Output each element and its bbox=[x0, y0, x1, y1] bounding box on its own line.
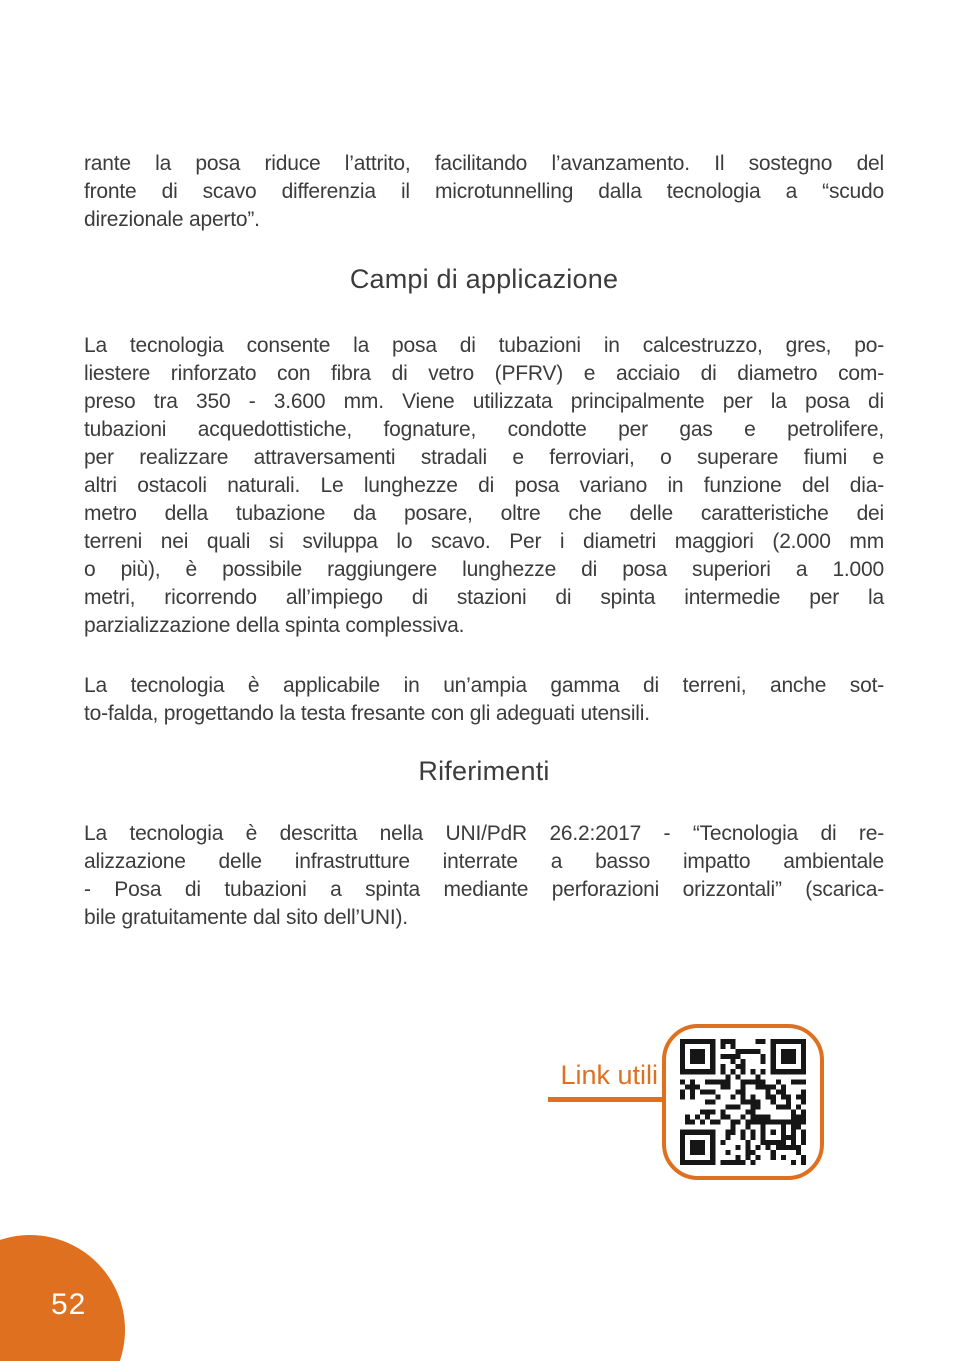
page-number-badge bbox=[0, 1235, 125, 1361]
paragraph-riferimenti-1: La tecnologia è descritta nella UNI/PdR 26.2:2017 - “Tecnologia di re- alizzazione delle infrastrutture interrate a basso impatto ambientale - Posa di tubazioni a spinta mediante perforazioni orizzontali” (scarica- bile gratuitamente dal sito dell’UNI). bbox=[84, 822, 884, 929]
qr-code-frame bbox=[662, 1024, 824, 1180]
section-heading-riferimenti: Riferimenti bbox=[418, 756, 550, 786]
paragraph-campi-1: La tecnologia consente la posa di tubazioni in calcestruzzo, gres, po- liestere rinforzato con fibra di vetro (PFRV) e acciaio di diametro com- preso tra 350 - 3.600 mm. Viene utilizzata principalmente per la posa di tubazioni acquedottistiche, fognature, condotte per gas e petrolifere, per realizzare attraversamenti stradali e ferroviari, o superare fiumi e altri ostacoli naturali. Le lunghezze di posa variano in funzione del dia- metro della tubazione da posare, oltre che delle caratteristiche dei terreni nei quali si sviluppa lo scavo. Per i diametri maggiori (2.000 mm o più), è possibile raggiungere lunghezze di posa superiori a 1.000 metri, ricorrendo all’impiego di stazioni di spinta intermedie per la parzializzazione della spinta complessiva. bbox=[84, 334, 884, 637]
page-number: 52 bbox=[51, 1288, 87, 1321]
section-heading-campi-di-applicazione: Campi di applicazione bbox=[349, 264, 619, 294]
qr-code bbox=[680, 1039, 806, 1165]
paragraph-intro: rante la posa riduce l’attrito, facilitando l’avanzamento. Il sostegno del fronte di scavo differenzia il microtunnelling dalla tecnologia a “scudo direzionale aperto”. bbox=[84, 152, 884, 231]
link-utili-label: Link utili bbox=[560, 1060, 658, 1090]
paragraph-campi-2: La tecnologia è applicabile in un’ampia gamma di terreni, anche sot- to-falda, progettando la testa fresante con gli adeguati utensili. bbox=[84, 674, 884, 725]
link-utili-rule bbox=[548, 1097, 668, 1102]
